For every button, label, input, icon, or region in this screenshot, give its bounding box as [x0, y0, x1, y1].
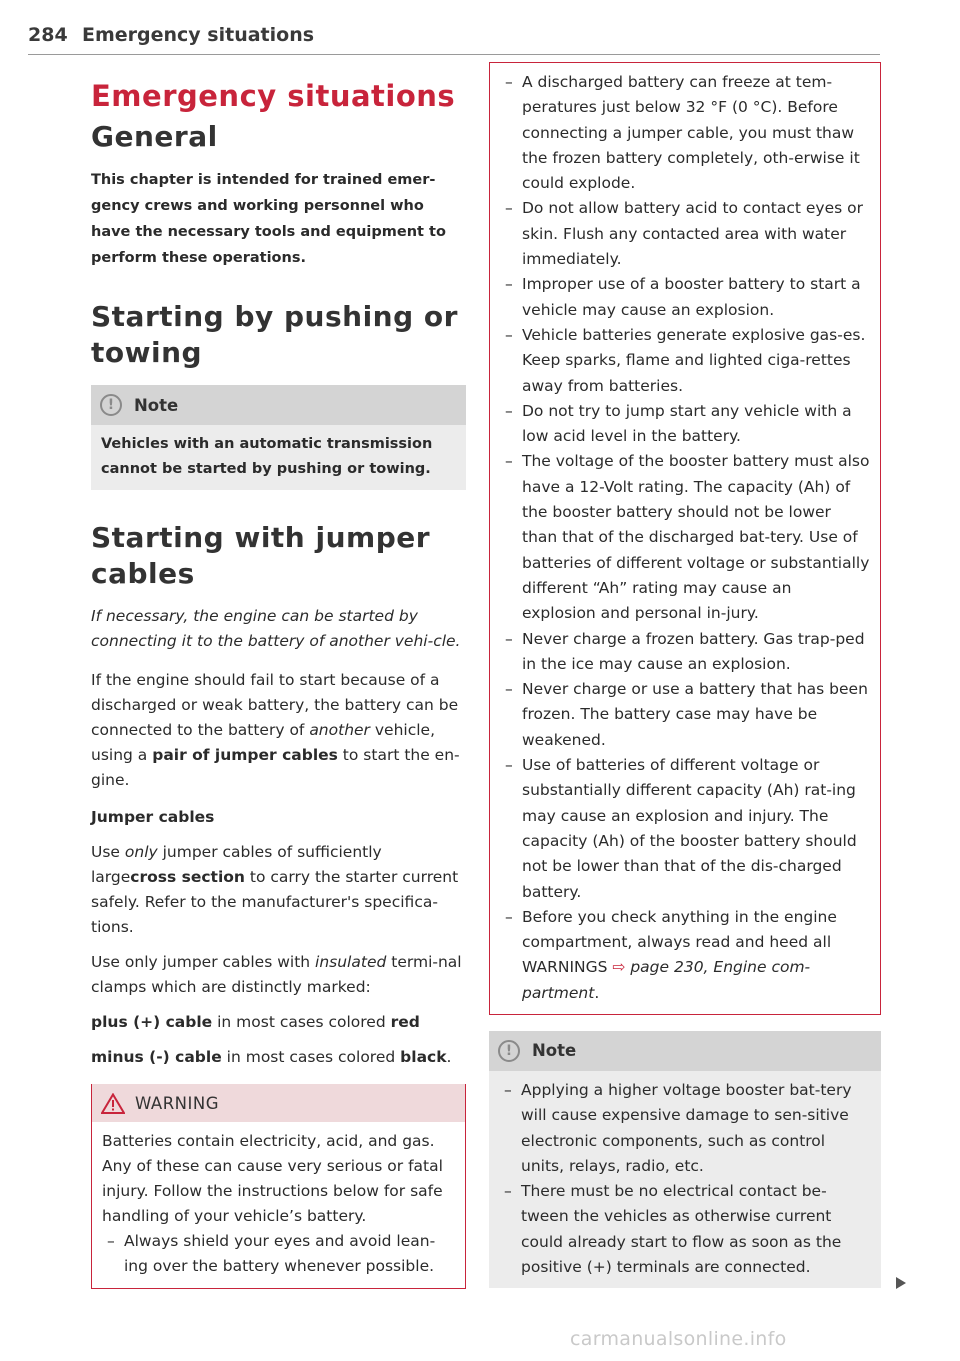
- list-item: – The voltage of the booster battery must also have a 12-Volt rating. The capacity (Ah) of the booster battery should not be lower than that of the discharged bat-tery. Use of batteries of different voltage or substantially different “Ah” rating may cause an explosion and personal in-jury.: [500, 449, 870, 626]
- info-circle-icon: !: [100, 394, 122, 416]
- list-item: – There must be no electrical contact be-tween the vehicles as otherwise current could already start to flow as soon as the positive (+) terminals are connected.: [499, 1179, 871, 1280]
- list-item: – Vehicle batteries generate explosive gas-es. Keep sparks, flame and lighted ciga-rettes away from batteries.: [500, 323, 870, 399]
- note-header: [489, 1031, 881, 1071]
- chapter-intro: This chapter is intended for trained emer-gency crews and working personnel who have the necessary tools and equipment to perform these operations.: [91, 172, 446, 266]
- warning-body: [92, 1122, 465, 1288]
- note-list: [499, 1078, 871, 1280]
- page-number: 284: [28, 24, 68, 46]
- jumper-intro: If necessary, the engine can be started by connecting it to the battery of another vehi-cle.: [91, 607, 461, 650]
- page-header: [28, 20, 880, 55]
- list-item: – Applying a higher voltage booster bat-tery will cause expensive damage to sen-sitive electronic components, such as control units, relays, radio, etc.: [499, 1078, 871, 1179]
- note-text: Vehicles with an automatic transmission cannot be started by pushing or towing.: [101, 436, 433, 477]
- warning-box: [91, 1084, 466, 1289]
- cross-reference-arrow-icon: ⇨: [612, 958, 626, 977]
- minus-cable-line: minus (-) cable in most cases colored black.: [91, 1048, 452, 1066]
- note-body: [489, 1071, 881, 1288]
- list-item: – A discharged battery can freeze at tem-peratures just below 32 °F (0 °C). Before connecting a jumper cable, you must thaw the frozen battery completely, oth-erwise it could explode.: [500, 70, 870, 196]
- note-label: Note: [532, 1041, 577, 1061]
- note-box-voltage: [489, 1031, 881, 1288]
- subheading-jumper-cables: Jumper cables: [91, 808, 215, 826]
- chapter-title: Emergency situations: [91, 79, 456, 113]
- warning-body-continued: [490, 63, 880, 1014]
- list-item: – Never charge or use a battery that has been frozen. The battery case may have be weakened.: [500, 677, 870, 753]
- section-heading-general: General: [91, 120, 218, 153]
- list-item: – Do not try to jump start any vehicle with a low acid level in the battery.: [500, 399, 870, 450]
- warning-triangle-icon: [101, 1093, 125, 1114]
- list-item: – Always shield your eyes and avoid lean-ing over the battery whenever possible.: [102, 1229, 455, 1280]
- list-item: – Use of batteries of different voltage or substantially different capacity (Ah) rat-ing may cause an explosion and injury. The capacity (Ah) of the booster battery should not be lower than that of the dis-charged battery.: [500, 753, 870, 905]
- left-column: [91, 62, 466, 1289]
- list-item: – Never charge a frozen battery. Gas trap-ped in the ice may cause an explosion.: [500, 627, 870, 678]
- watermark: carmanualsonline.info: [570, 1328, 787, 1350]
- list-item: – Before you check anything in the engine compartment, always read and heed all WARNINGS ⇨ page 230, Engine com-partment.: [500, 905, 870, 1006]
- note-label: Note: [134, 395, 179, 415]
- paragraph-cross-section: Use only jumper cables of sufficiently largecross section to carry the starter current safely. Refer to the manufacturer's specifica-tions.: [91, 843, 459, 936]
- warning-text: Batteries contain electricity, acid, and gas. Any of these can cause very serious or fatal injury. Follow the instructions below for safe handling of your vehicle’s battery.: [102, 1132, 443, 1225]
- note-box-pushing: [91, 385, 466, 490]
- info-circle-icon: !: [498, 1040, 520, 1062]
- plus-cable-line: plus (+) cable in most cases colored red: [91, 1013, 420, 1031]
- warning-list-continued: [500, 70, 870, 1006]
- warning-list: [102, 1229, 455, 1280]
- paragraph-discharged: If the engine should fail to start because of a discharged or weak battery, the battery can be connected to the battery of another vehicle, using a pair of jumper cables to start the en-gine.: [91, 671, 460, 789]
- list-item: – Improper use of a booster battery to start a vehicle may cause an explosion.: [500, 272, 870, 323]
- running-title: Emergency situations: [82, 24, 315, 46]
- warning-header: [92, 1084, 465, 1122]
- section-heading-jumper: Starting with jumper cables: [91, 521, 431, 590]
- section-heading-pushing: Starting by pushing or towing: [91, 300, 458, 369]
- warning-box-continued: [489, 62, 881, 1015]
- warning-label: WARNING: [135, 1093, 220, 1113]
- paragraph-insulated: Use only jumper cables with insulated termi-nal clamps which are distinctly marked:: [91, 953, 462, 996]
- continue-arrow-icon: [896, 1277, 906, 1289]
- note-header: [91, 385, 466, 425]
- page-reference-link[interactable]: page 230, Engine com-partment: [522, 958, 811, 1002]
- list-item: – Do not allow battery acid to contact eyes or skin. Flush any contacted area with water immediately.: [500, 196, 870, 272]
- right-column: [489, 62, 881, 1288]
